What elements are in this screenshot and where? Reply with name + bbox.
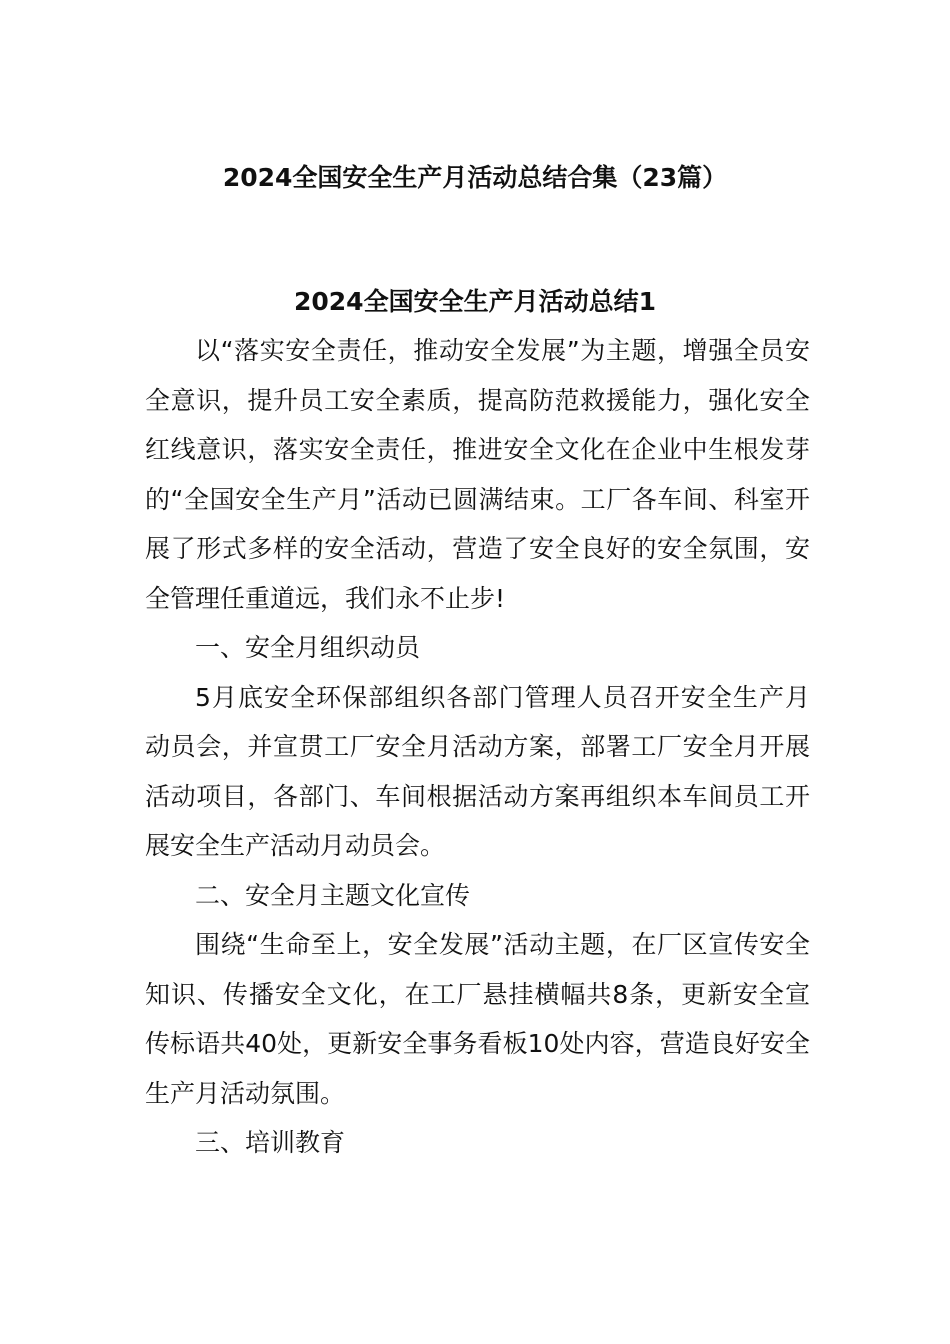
- intro-paragraph: 以“落实安全责任，推动安全发展”为主题，增强全员安全意识，提升员工安全素质，提高防范救援能力，强化安全红线意识，落实安全责任，推进安全文化在企业中生根发芽的“全国安全生产月”活动已圆满结束。工厂各车间、科室开展了形式多样的安全活动，营造了安全良好的安全氛围，安全管理任重道远，我们永不止步!: [145, 336, 810, 613]
- heading-publicity: 二、安全月主题文化宣传: [195, 880, 471, 910]
- section-title: 2024全国安全生产月活动总结1: [294, 287, 656, 316]
- document-title: 2024全国安全生产月活动总结合集（23篇）: [222, 163, 728, 192]
- document-body: [145, 326, 810, 1168]
- heading-mobilization: 一、安全月组织动员: [195, 633, 421, 662]
- heading-training: 三、培训教育: [195, 1128, 346, 1157]
- mobilization-paragraph: 5月底安全环保部组织各部门管理人员召开安全生产月动员会，并宣贯工厂安全月活动方案，部署工厂安全月开展活动项目，各部门、车间根据活动方案再组织本车间员工开展安全生产活动月动员会。: [145, 682, 810, 860]
- publicity-paragraph: 围绕“生命至上，安全发展”活动主题，在厂区宣传安全知识、传播安全文化，在工厂悬挂横幅共8条，更新安全宣传标语共40处，更新安全事务看板10处内容，营造良好安全生产月活动氛围。: [145, 930, 810, 1108]
